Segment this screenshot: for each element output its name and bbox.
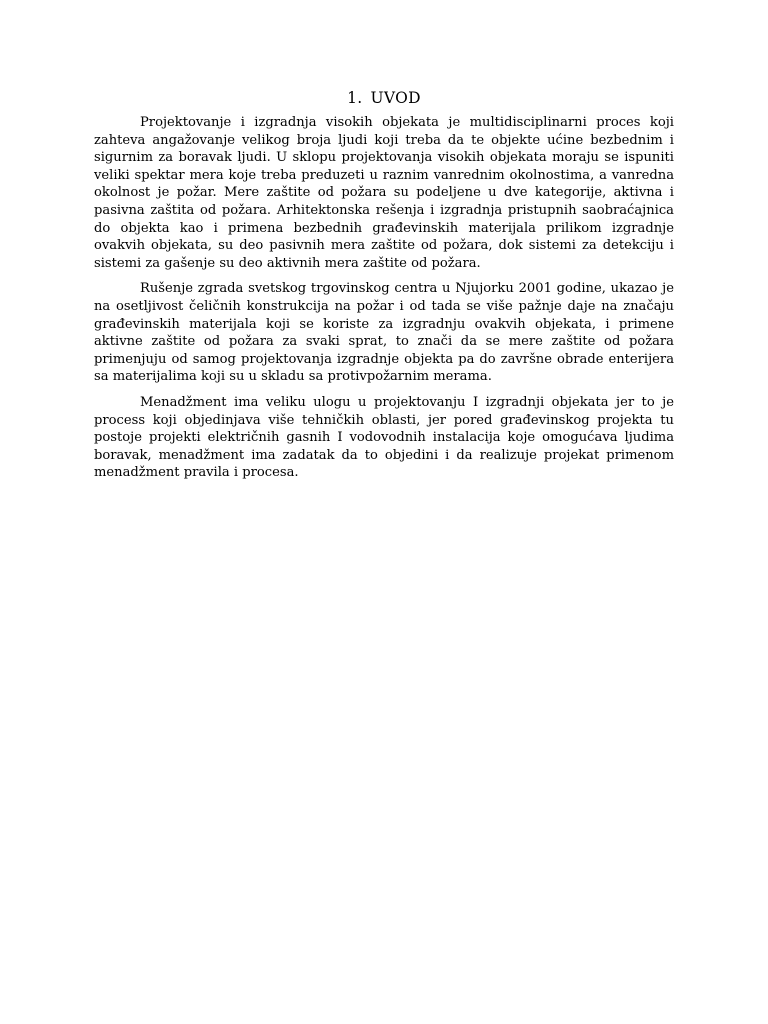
paragraph-2: Rušenje zgrada svetskog trgovinskog centra u Njujorku 2001 godine, ukazao je na osetljivost čeličnih konstrukcija na požar i od tada se više pažnje daje na značaju građevinskih materijala koji se koriste za izgradnju ovakvih objekata, i primene aktivne zaštite od požara za svaki sprat, to znači da se mere zaštite od požara primenjuju od samog projektovanja izgradnje objekta pa do završne obrade enterijera sa materijalima koji su u skladu sa protivpožarnim merama. bbox=[94, 281, 674, 385]
section-title: UVOD bbox=[370, 89, 421, 107]
page-content bbox=[94, 88, 674, 490]
paragraph-3: Menadžment ima veliku ulogu u projektovanju I izgradnji objekata jer to je process koji objedinjava više tehničkih oblasti, jer pored građevinskog projekta tu postoje projekti električnih gasnih I vodovodnih instalacija koje omogućava ljudima boravak, menadžment ima zadatak da to objedini i da realizuje projekat primenom menadžment pravila i procesa. bbox=[94, 394, 674, 481]
section-heading bbox=[94, 88, 674, 108]
paragraph-1: Projektovanje i izgradnja visokih objekata je multidisciplinarni proces koji zahteva angažovanje velikog broja ljudi koji treba da te objekte ućine bezbednim i sigurnim za boravak ljudi. U sklopu projektovanja visokih objekata moraju se ispuniti veliki spektar mera koje treba preduzeti u raznim vanrednim okolnostima, a vanredna okolnost je požar. Mere zaštite od požara su podeljene u dve kategorije, aktivna i pasivna zaštita od požara. Arhitektonska rešenja i izgradnja pristupnih saobraćajnica do objekta kao i primena bezbednih građevinskih materijala prilikom izgradnje ovakvih objekata, su deo pasivnih mera zaštite od požara, dok sistemi za detekciju i sistemi za gašenje su deo aktivnih mera zaštite od požara. bbox=[94, 115, 674, 271]
section-number: 1. bbox=[347, 89, 363, 107]
